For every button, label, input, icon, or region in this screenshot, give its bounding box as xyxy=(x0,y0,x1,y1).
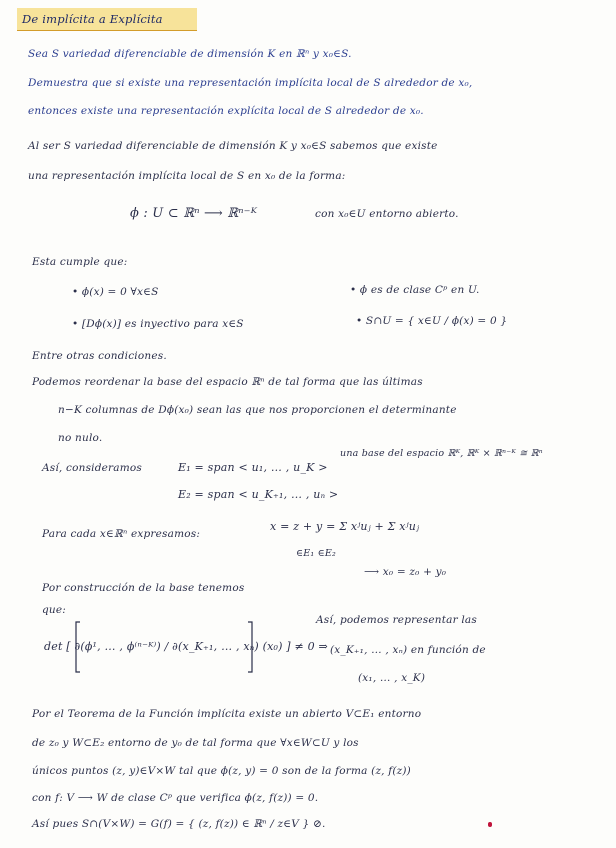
statement-line-2: Demuestra que si existe una representación implícita local de S alrededor de x₀, xyxy=(28,77,473,89)
phi-map: ϕ : U ⊂ ℝⁿ ⟶ ℝⁿ⁻ᴷ xyxy=(130,206,258,221)
sum-subscripts: ∈E₁ ∈E₂ xyxy=(296,548,336,559)
para-cada-text: Para cada x∈ℝⁿ expresamos: xyxy=(42,528,201,540)
condition-1: • ϕ(x) = 0 ∀x∈S xyxy=(72,286,159,298)
page-title: De implícita a Explícita xyxy=(22,12,163,26)
det-conclusion-2: (x_K₊₁, … , xₙ) en función de xyxy=(330,644,486,656)
det-conclusion-1: Así, podemos representar las xyxy=(316,614,477,626)
final-line: Así pues S∩(V×W) = G(f) = { (z, f(z)) ∈ ℝⁿ / z∈V } ⊘. xyxy=(32,818,326,830)
entre-text: Entre otras condiciones. xyxy=(32,350,167,362)
construccion-line-2: que: xyxy=(42,604,67,616)
e2-span: E₂ = span < u_K₊₁, … , uₙ > xyxy=(178,488,339,501)
teorema-line-4: con f: V ⟶ W de clase Cᵖ que verifica ϕ(z, f(z)) = 0. xyxy=(32,792,319,804)
asi-text: Así, consideramos xyxy=(42,462,142,474)
proof-intro-line-1: Al ser S variedad diferenciable de dimensión K y x₀∈S sabemos que existe xyxy=(28,140,438,152)
det-formula: det [ ∂(ϕ¹, … , ϕ⁽ⁿ⁻ᴷ⁾) / ∂(x_K₊₁, … , xₙ) (x₀) ] ≠ 0 ⇒ xyxy=(44,640,328,653)
sum-expression: x = z + y = Σ xʲuⱼ + Σ xʲuⱼ xyxy=(270,520,420,533)
proof-intro-line-2: una representación implícita local de S en x₀ de la forma: xyxy=(28,170,346,182)
phi-rest: con x₀∈U entorno abierto. xyxy=(315,208,459,220)
construccion-line-1: Por construcción de la base tenemos xyxy=(42,582,245,594)
condition-3: • [Dϕ(x)] es inyectivo para x∈S xyxy=(72,318,244,330)
condition-2: • ϕ es de clase Cᵖ en U. xyxy=(350,284,480,296)
statement-line-3: entonces existe una representación explícita local de S alrededor de x₀. xyxy=(28,105,424,117)
reorder-line-2: n−K columnas de Dϕ(x₀) sean las que nos proporcionen el determinante xyxy=(58,404,457,416)
statement-line-1: Sea S variedad diferenciable de dimensión K en ℝⁿ y x₀∈S. xyxy=(28,48,352,60)
e1-note: una base del espacio ℝᴷ, ℝᴷ × ℝⁿ⁻ᴷ ≅ ℝⁿ xyxy=(340,448,543,459)
teorema-line-1: Por el Teorema de la Función implícita existe un abierto V⊂E₁ entorno xyxy=(32,708,422,720)
det-conclusion-3: (x₁, … , x_K) xyxy=(358,672,426,684)
teorema-line-3: únicos puntos (z, y)∈V×W tal que ϕ(z, y) = 0 son de la forma (z, f(z)) xyxy=(32,765,411,777)
e1-span: E₁ = span < u₁, … , u_K > xyxy=(178,461,328,474)
x0-note: ⟶ x₀ = z₀ + y₀ xyxy=(364,566,447,578)
condition-4: • S∩U = { x∈U / ϕ(x) = 0 } xyxy=(356,315,508,327)
ink-dot xyxy=(488,822,492,827)
bracket-shape xyxy=(74,618,254,676)
teorema-line-2: de z₀ y W⊂E₂ entorno de y₀ de tal forma que ∀x∈W⊂U y los xyxy=(32,737,359,749)
reorder-line-1: Podemos reordenar la base del espacio ℝⁿ de tal forma que las últimas xyxy=(32,376,423,388)
reorder-line-3: no nulo. xyxy=(58,432,103,444)
cumple-text: Esta cumple que: xyxy=(32,256,128,268)
